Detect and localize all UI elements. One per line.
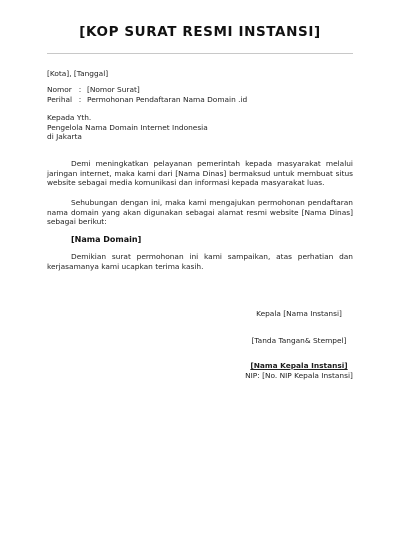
nomor-colon: : [78,85,82,94]
letterhead-title: [KOP SURAT RESMI INSTANSI] [79,24,321,40]
letterhead-divider [47,53,353,54]
recipient-block [47,113,208,142]
body-paragraph-1: Demi meningkatkan pelayanan pemerintah kepada masyarakat melalui jaringan internet, maka kami dari [Nama Dinas] bermaksud untuk membuat situs website sebagai media komunikasi dan informasi kepada masyarakat luas. [47,159,353,187]
recipient-name: Pengelola Nama Domain Internet Indonesia [47,122,208,132]
letter-meta [47,85,247,104]
requested-domain-name: [Nama Domain] [71,235,142,244]
perihal-value: Permohonan Pendaftaran Nama Domain .id [87,94,248,104]
signatory-name: [Nama Kepala Instansi] [250,361,348,370]
signature-stamp-placeholder: [Tanda Tangan& Stempel] [251,336,347,345]
signatory-nip: NIP: [No. NIP Kepala Instansi] [245,370,353,380]
recipient-salutation: Kepada Yth. [47,113,92,122]
nomor-label: Nomor [47,85,72,94]
signatory-position: Kepala [Nama Instansi] [256,309,342,318]
signatory-block [226,361,372,380]
body-paragraph-2: Sehubungan dengan ini, maka kami mengajukan permohonan pendaftaran nama domain yang akan digunakan sebagai alamat resmi website [Nama Dinas] sebagai berikut: [47,198,353,226]
perihal-colon: : [78,94,82,104]
nomor-value: [Nomor Surat] [87,85,140,94]
recipient-location: di Jakarta [47,132,82,141]
perihal-label: Perihal [47,94,73,104]
perihal-row [47,95,247,105]
nomor-row [47,85,247,95]
date-line: [Kota], [Tanggal] [47,69,109,78]
closing-paragraph: Demikian surat permohonan ini kami sampaikan, atas perhatian dan kerjasamanya kami ucapkan terima kasih. [47,252,353,271]
